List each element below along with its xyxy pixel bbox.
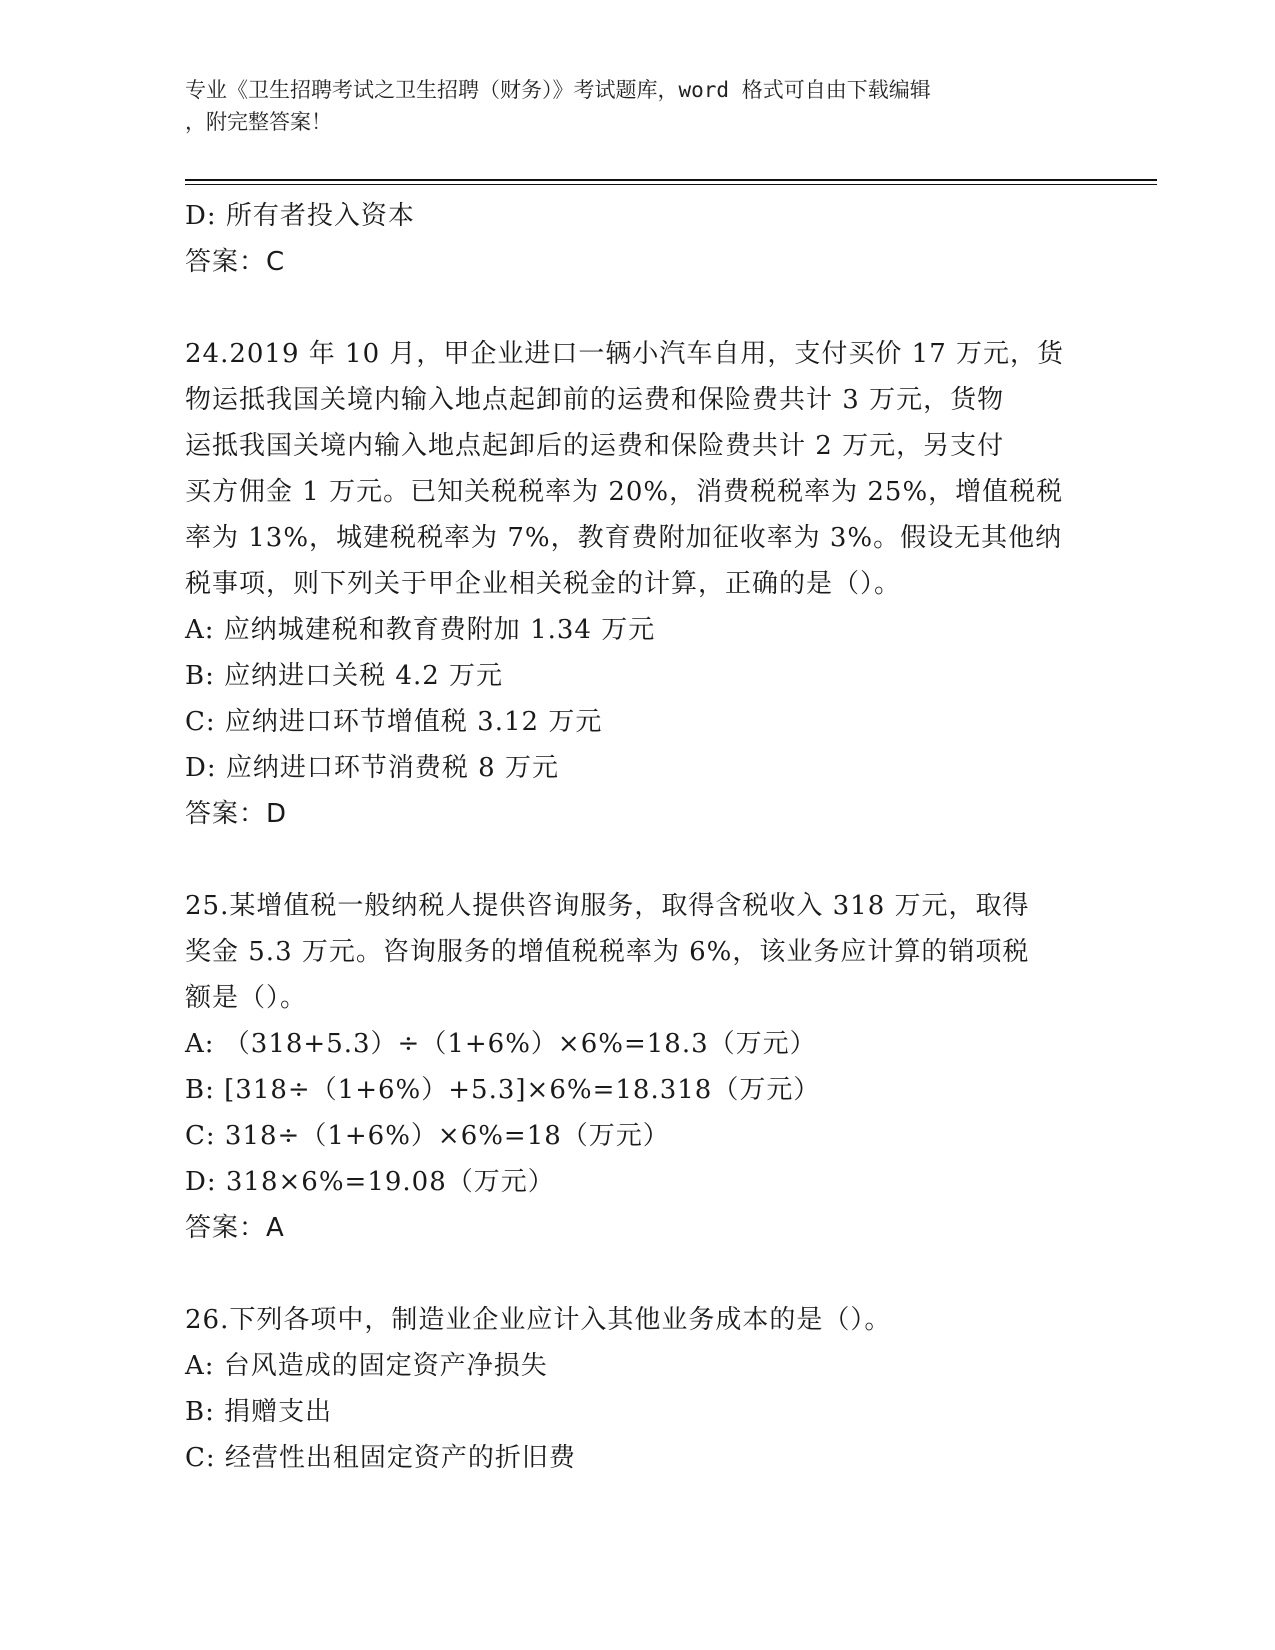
question-text-line: 运抵我国关境内输入地点起卸后的运费和保险费共计 2 万元，另支付 <box>185 431 1005 461</box>
header-divider-thick <box>185 179 1157 181</box>
header-divider-thin <box>185 184 1157 185</box>
question-text-line: 税事项，则下列关于甲企业相关税金的计算，正确的是（）。 <box>185 569 902 599</box>
option-c: C: 经营性出租固定资产的折旧费 <box>185 1443 576 1473</box>
option-b: B: 捐赠支出 <box>185 1397 333 1427</box>
question-text-line: 24.2019 年 10 月，甲企业进口一辆小汽车自用，支付买价 17 万元，货 <box>185 339 1065 369</box>
question-text-line: 26.下列各项中，制造业企业应计入其他业务成本的是（）。 <box>185 1305 892 1335</box>
spacer <box>185 837 1085 883</box>
answer-label: 答案：A <box>185 1213 285 1243</box>
document-body <box>185 193 1085 1481</box>
question-26 <box>185 1297 1085 1481</box>
answer-label: 答案：C <box>185 247 286 277</box>
question-text-line: 额是（）。 <box>185 983 308 1013</box>
option-c: C: 应纳进口环节增值税 3.12 万元 <box>185 707 603 737</box>
question-text-line: 买方佣金 1 万元。已知关税税率为 20%，消费税税率为 25%，增值税税 <box>185 477 1064 507</box>
question-text-line: 物运抵我国关境内输入地点起卸前的运费和保险费共计 3 万元，货物 <box>185 385 1005 415</box>
header-line-1: 专业《卫生招聘考试之卫生招聘（财务）》考试题库，word 格式可自由下载编辑 <box>185 78 931 102</box>
option-a: A: 台风造成的固定资产净损失 <box>185 1351 548 1381</box>
header-line-2: ，附完整答案！ <box>185 110 332 134</box>
question-text-line: 25.某增值税一般纳税人提供咨询服务，取得含税收入 318 万元，取得 <box>185 891 1030 921</box>
page-header <box>185 74 1085 138</box>
option-d: D: 应纳进口环节消费税 8 万元 <box>185 753 559 783</box>
question-25 <box>185 883 1085 1251</box>
option-a: A: 应纳城建税和教育费附加 1.34 万元 <box>185 615 656 645</box>
question-24 <box>185 331 1085 837</box>
spacer <box>185 1251 1085 1297</box>
answer-label: 答案：D <box>185 799 288 829</box>
option-c: C: 318÷（1+6%）×6%=18（万元） <box>185 1121 670 1151</box>
option-b: B: [318÷（1+6%）+5.3]×6%=18.318（万元） <box>185 1075 821 1105</box>
question-text-line: 率为 13%，城建税税率为 7%，教育费附加征收率为 3%。假设无其他纳 <box>185 523 1063 553</box>
option-d: D: 318×6%=19.08（万元） <box>185 1167 555 1197</box>
question-text-line: 奖金 5.3 万元。咨询服务的增值税税率为 6%，该业务应计算的销项税 <box>185 937 1030 967</box>
prev-question-tail <box>185 193 1085 285</box>
spacer <box>185 285 1085 331</box>
option-b: B: 应纳进口关税 4.2 万元 <box>185 661 504 691</box>
option-a: A: （318+5.3）÷（1+6%）×6%=18.3（万元） <box>185 1029 817 1059</box>
option-d: D: 所有者投入资本 <box>185 201 415 231</box>
